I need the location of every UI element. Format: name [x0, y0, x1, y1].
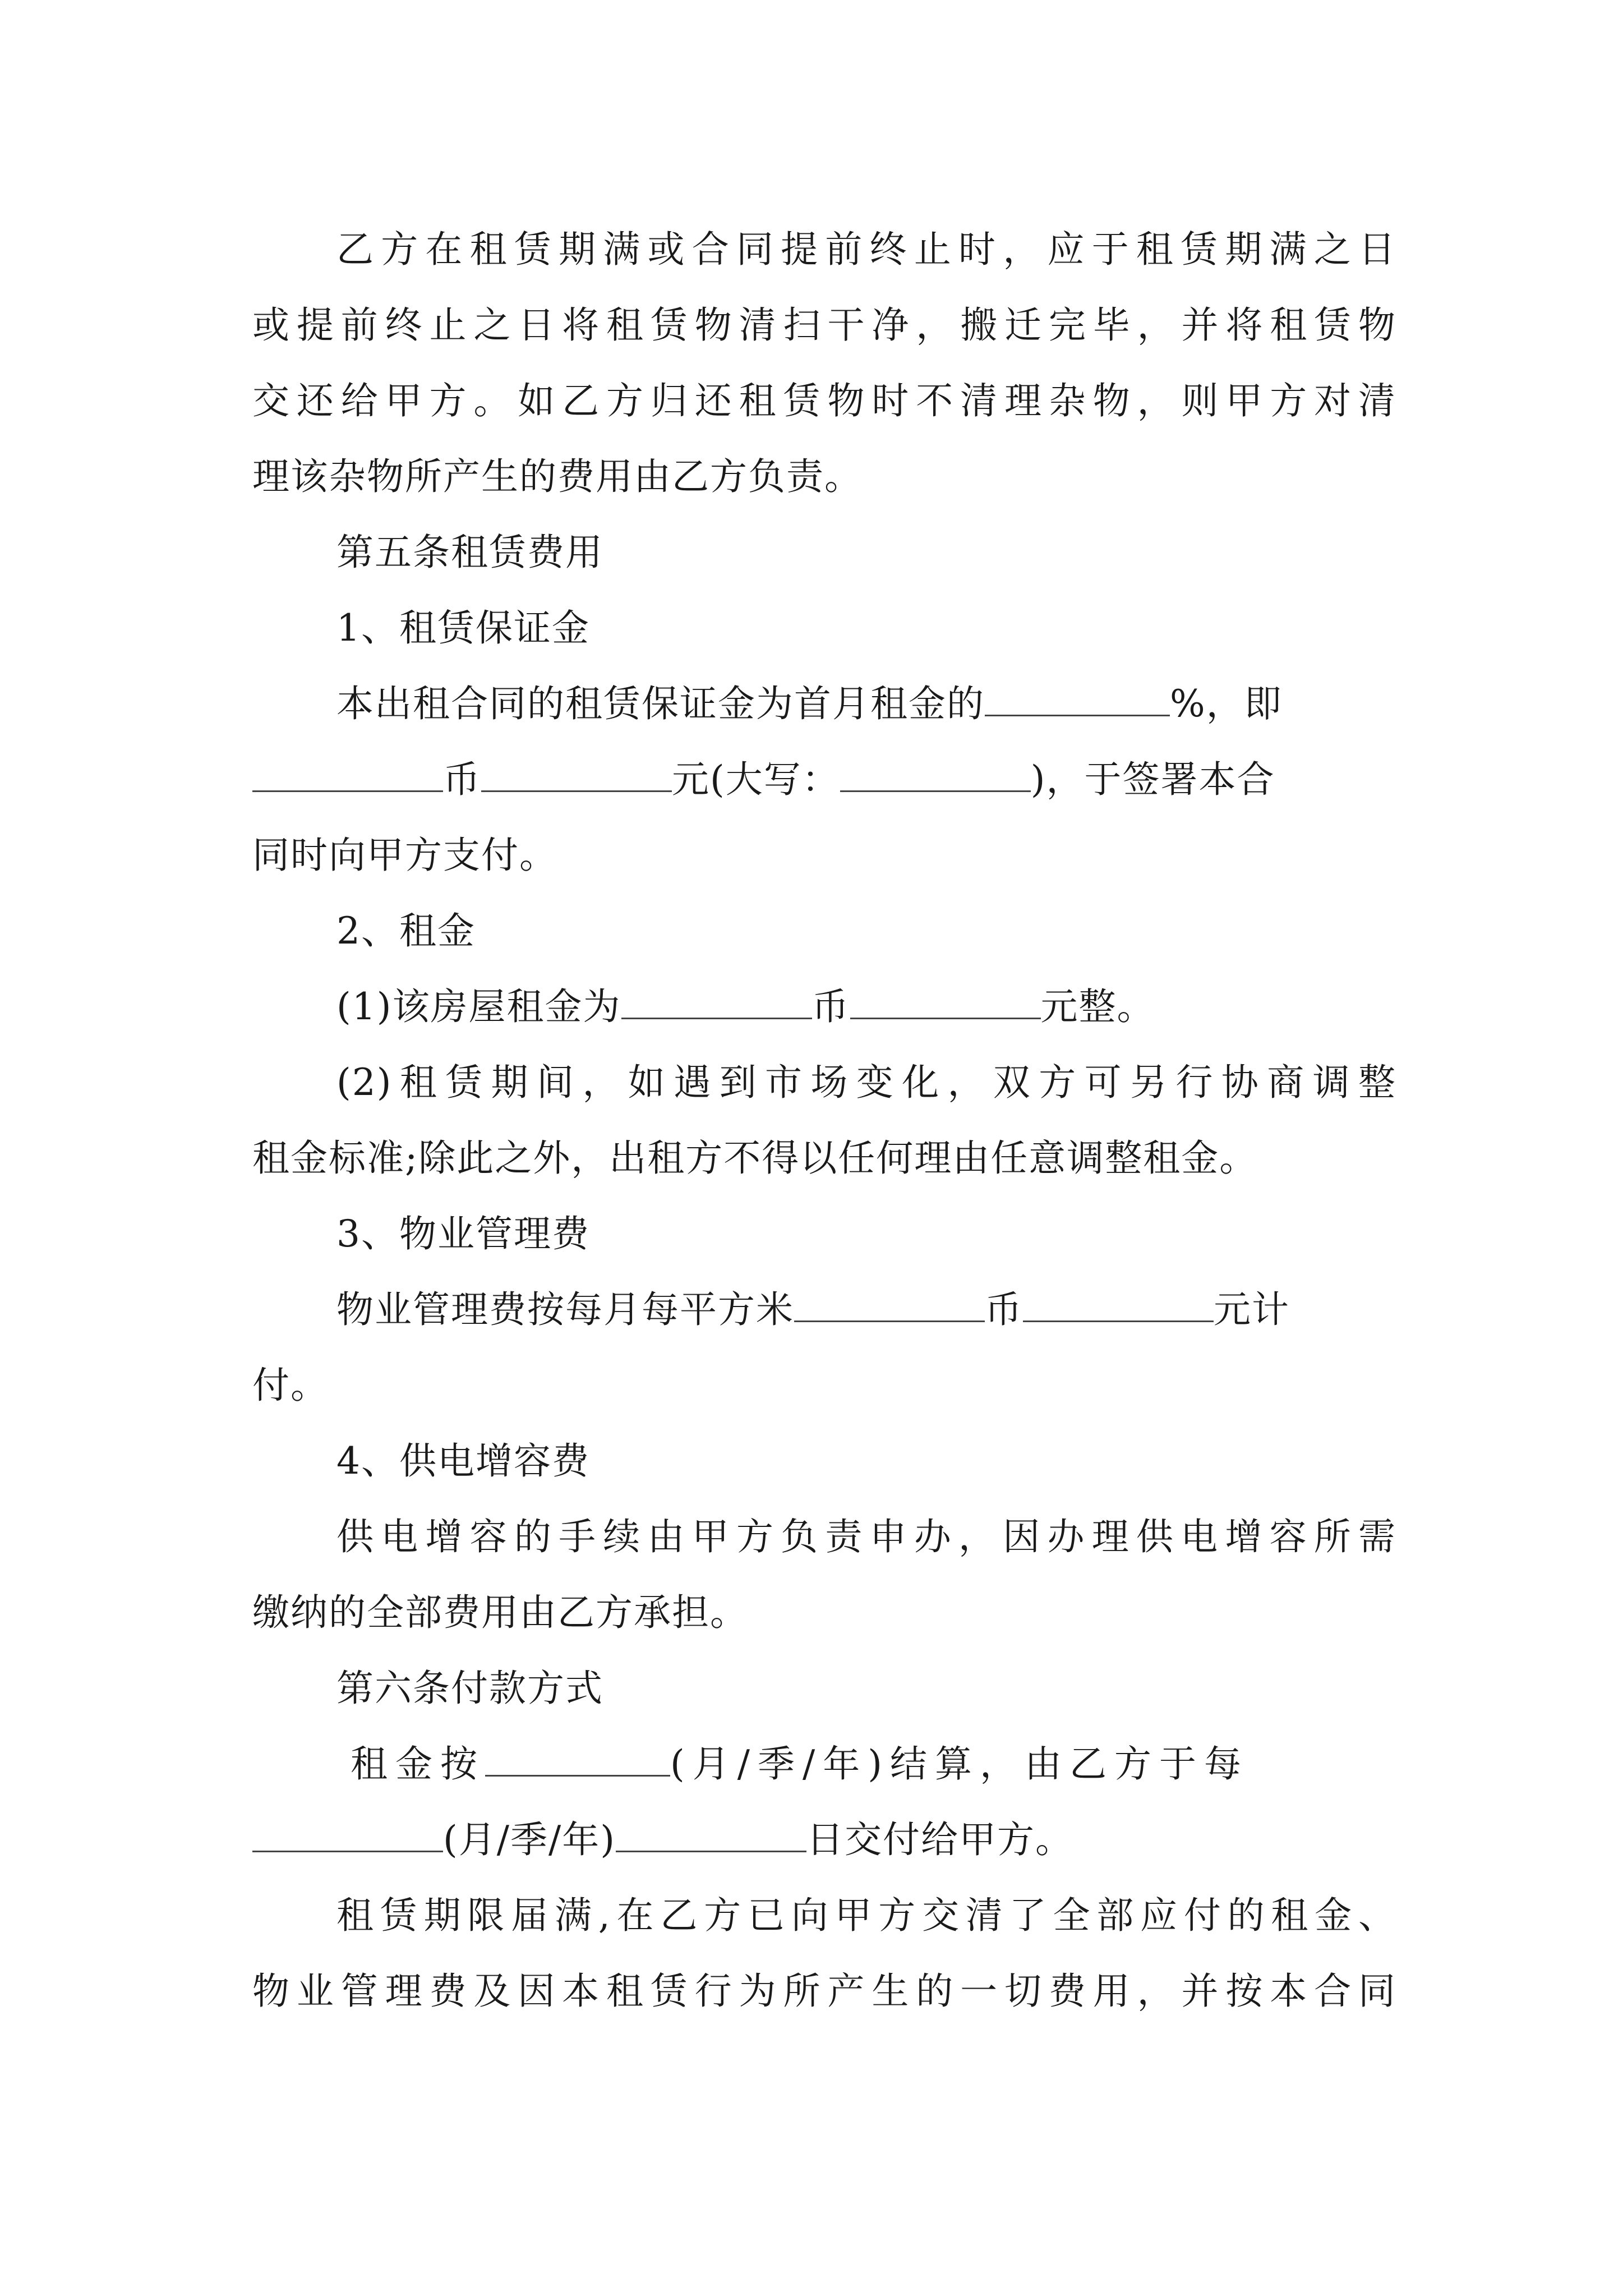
fill-blank	[794, 1287, 985, 1322]
text-segment: (月/季/年)结算，由乙方于每	[670, 1742, 1249, 1786]
text-line: 缴纳的全部费用由乙方承担。	[252, 1591, 748, 1634]
fill-blank	[252, 757, 443, 792]
heading-text: 4、供电增容费	[336, 1439, 590, 1483]
fill-blank	[616, 1817, 806, 1852]
deposit-line-2	[252, 754, 1396, 805]
power-line-2	[252, 1588, 1396, 1638]
fill-blank	[840, 757, 1031, 792]
text-segment: (月/季/年)	[443, 1818, 616, 1861]
heading-text: 第五条租赁费用	[336, 531, 603, 574]
text-line: (2)租赁期间，如遇到市场变化，双方可另行协商调整	[336, 1061, 1396, 1104]
paragraph-return-line-3	[252, 376, 1396, 426]
text-line: 供电增容的手续由甲方负责申办，因办理供电增容所需	[336, 1515, 1396, 1558]
paragraph-return-line-4	[252, 452, 1396, 502]
text-segment: %，即	[1170, 682, 1283, 725]
heading-text: 2、租金	[336, 909, 476, 953]
deposit-line-1	[252, 679, 1396, 729]
fill-blank	[1023, 1287, 1214, 1322]
paragraph-return-line-2	[252, 300, 1396, 351]
power-line-1	[252, 1512, 1396, 1562]
property-fee-line-2	[252, 1360, 1396, 1411]
heading-text: 第六条付款方式	[336, 1667, 603, 1710]
paragraph-return-line-1	[252, 224, 1396, 275]
heading-text: 1、租赁保证金	[336, 606, 590, 650]
text-segment: 币	[985, 1288, 1023, 1331]
article-6-heading	[252, 1663, 1396, 1714]
text-line: 同时向甲方支付。	[252, 834, 557, 877]
article-5-heading	[252, 527, 1396, 578]
text-line: 交还给甲方。如乙方归还租赁物时不清理杂物，则甲方对清	[252, 379, 1396, 422]
payment-line-2	[252, 1815, 1396, 1865]
text-segment: 币	[443, 758, 481, 801]
fill-blank	[985, 681, 1170, 716]
text-segment: 物业管理费按每月每平方米	[336, 1288, 794, 1331]
text-line: 付。	[252, 1364, 329, 1407]
text-line: 理该杂物所产生的费用由乙方负责。	[252, 455, 863, 498]
fill-blank	[481, 757, 672, 792]
section-deposit-heading	[252, 603, 1396, 654]
fill-blank	[485, 1741, 670, 1777]
term-end-line-2	[252, 1966, 1396, 2017]
text-segment: 本出租合同的租赁保证金为首月租金的	[336, 682, 985, 725]
text-segment: 元计	[1214, 1288, 1290, 1331]
fill-blank	[850, 984, 1041, 1019]
rent-clause-1	[252, 982, 1396, 1032]
text-segment: )，于签署本合	[1030, 758, 1275, 801]
section-rent-heading	[252, 906, 1396, 956]
text-line: 租赁期限届满,在乙方已向甲方交清了全部应付的租金、	[336, 1894, 1396, 1937]
property-fee-line-1	[252, 1285, 1396, 1335]
fill-blank	[621, 984, 812, 1019]
text-segment: 元(大写：	[672, 758, 840, 801]
text-segment: 日交付给甲方。	[806, 1818, 1073, 1861]
fill-blank	[252, 1817, 443, 1852]
rent-clause-2-line-1	[252, 1057, 1396, 1108]
text-line: 物业管理费及因本租赁行为所产生的一切费用，并按本合同	[252, 1970, 1396, 2013]
section-property-fee-heading	[252, 1209, 1396, 1259]
text-line: 乙方在租赁期满或合同提前终止时，应于租赁期满之日	[336, 228, 1396, 271]
rent-clause-2-line-2	[252, 1133, 1396, 1184]
payment-line-1	[252, 1739, 1396, 1789]
term-end-line-1	[252, 1890, 1396, 1941]
heading-text: 3、物业管理费	[336, 1212, 590, 1255]
text-segment: (1)该房屋租金为	[336, 985, 621, 1028]
text-segment: 币	[811, 985, 850, 1028]
text-segment: 元整。	[1040, 985, 1155, 1028]
section-power-heading	[252, 1436, 1396, 1487]
deposit-line-3	[252, 830, 1396, 881]
text-line: 租金标准;除此之外，出租方不得以任何理由任意调整租金。	[252, 1137, 1258, 1180]
text-segment: 租金按	[351, 1742, 485, 1786]
text-line: 或提前终止之日将租赁物清扫干净，搬迁完毕，并将租赁物	[252, 303, 1396, 347]
